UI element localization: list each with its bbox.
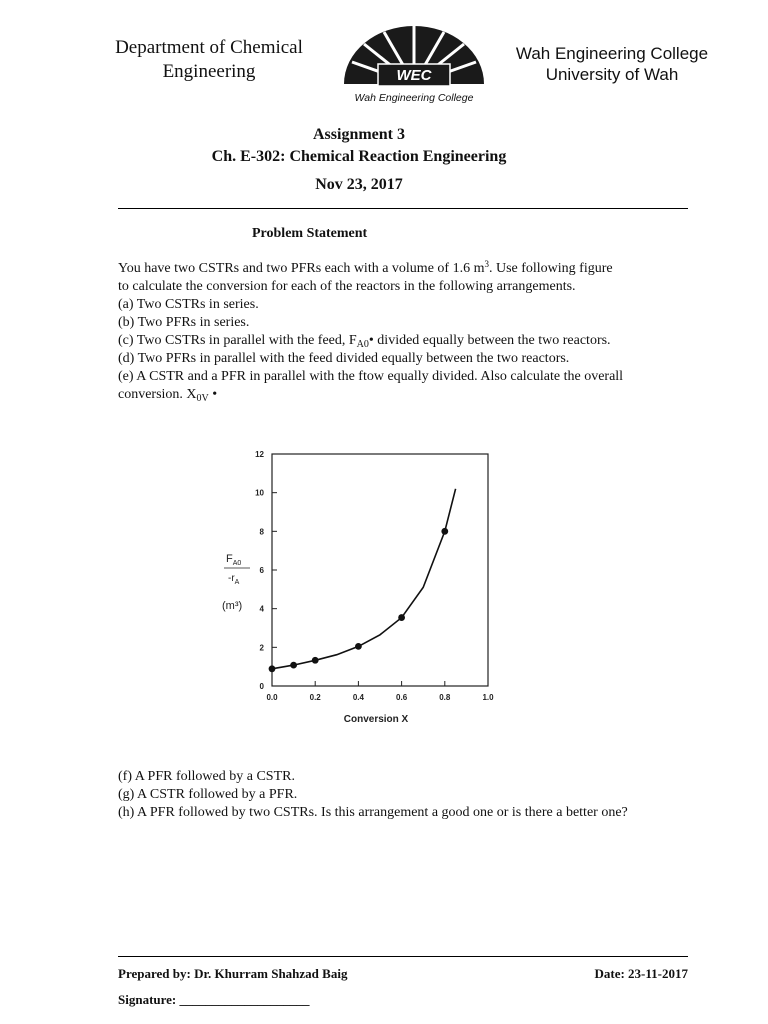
plot-frame (272, 454, 488, 686)
y-label-unit: (m³) (222, 600, 243, 612)
x-tick-label: 0.6 (396, 693, 408, 702)
y-tick-label: 6 (259, 566, 264, 575)
prepared-by: Prepared by: Dr. Khurram Shahzad Baig (118, 966, 348, 981)
department-name (100, 36, 318, 84)
item-e-continued: conversion. $X_{0V}$ • (118, 387, 218, 404)
y-axis-label (222, 553, 250, 612)
assignment-number: Assignment 3 (312, 126, 405, 143)
intro-line-2: to calculate the conversion for each of the reactors in the following arrangements. (118, 279, 576, 294)
y-tick-label: 2 (259, 643, 264, 653)
item-h: (h) A PFR followed by two CSTRs. Is this arrangement a good one or is there a better one? (118, 805, 628, 820)
x-tick-label: 0.2 (309, 693, 321, 702)
assignment-titles (100, 124, 618, 196)
college-line-1: Wah Engineering College (515, 44, 709, 63)
y-tick-label: 8 (259, 527, 264, 537)
item-c: (c) Two CSTRs in parallel with the feed, $F_{A0}•$ divided equally between the two reactors. (118, 333, 611, 350)
x-tick-label: 0.0 (266, 693, 278, 702)
logo-badge-text: WEC (396, 67, 432, 84)
footer-divider (118, 956, 688, 957)
signature-line: Signature: ____________________ (118, 992, 310, 1007)
y-tick-label: 10 (255, 488, 264, 498)
data-point (312, 657, 319, 664)
problem-statement (118, 260, 688, 404)
data-point (290, 662, 297, 669)
assignment-date: Nov 23, 2017 (315, 176, 403, 193)
item-b: (b) Two PFRs in series. (118, 315, 250, 330)
logo-caption: Wah Engineering College (354, 92, 474, 104)
department-line-1: Department of Chemical (115, 37, 303, 58)
problem-heading: Problem Statement (252, 226, 368, 241)
item-a: (a) Two CSTRs in series. (118, 297, 259, 312)
fit-curve (272, 489, 456, 669)
data-point (269, 665, 276, 672)
x-tick-label: 1.0 (482, 693, 494, 702)
problem-statement-continued (118, 768, 688, 822)
item-d: (d) Two PFRs in parallel with the feed divided equally between the two reactors. (118, 351, 570, 366)
college-line-2: University of Wah (545, 65, 679, 84)
levenspiel-plot (216, 444, 508, 736)
footer-date: Date: 23-11-2017 (594, 966, 688, 981)
header-divider (118, 208, 688, 209)
footer-prepared-row (118, 966, 688, 982)
x-axis-label: Conversion X (343, 714, 409, 725)
y-label-numerator: $F_{A0}$ (226, 553, 242, 567)
intro-line-1: You have two CSTRs and two PFRs each with a volume of 1.6 $m^3$. Use following figure (118, 259, 613, 276)
y-tick-label: 0 (259, 682, 264, 691)
data-point (441, 528, 448, 535)
data-point (355, 643, 362, 650)
item-f: (f) A PFR followed by a CSTR. (118, 769, 295, 784)
item-e: (e) A CSTR and a PFR in parallel with the ftow equally divided. Also calculate the overall (118, 369, 624, 384)
y-tick-label: 4 (259, 604, 264, 614)
data-point (398, 614, 405, 621)
y-tick-label: 12 (255, 450, 264, 459)
department-line-2: Engineering (162, 61, 256, 82)
course-title: Ch. E-302: Chemical Reaction Engineering (211, 148, 507, 165)
x-tick-label: 0.4 (352, 693, 364, 702)
y-label-denominator: $-r_A$ (228, 573, 240, 586)
footer-signature-row (118, 992, 688, 1008)
item-g: (g) A CSTR followed by a PFR. (118, 787, 298, 802)
x-tick-label: 0.8 (439, 693, 451, 702)
college-name (500, 43, 724, 85)
wec-logo (340, 22, 488, 106)
